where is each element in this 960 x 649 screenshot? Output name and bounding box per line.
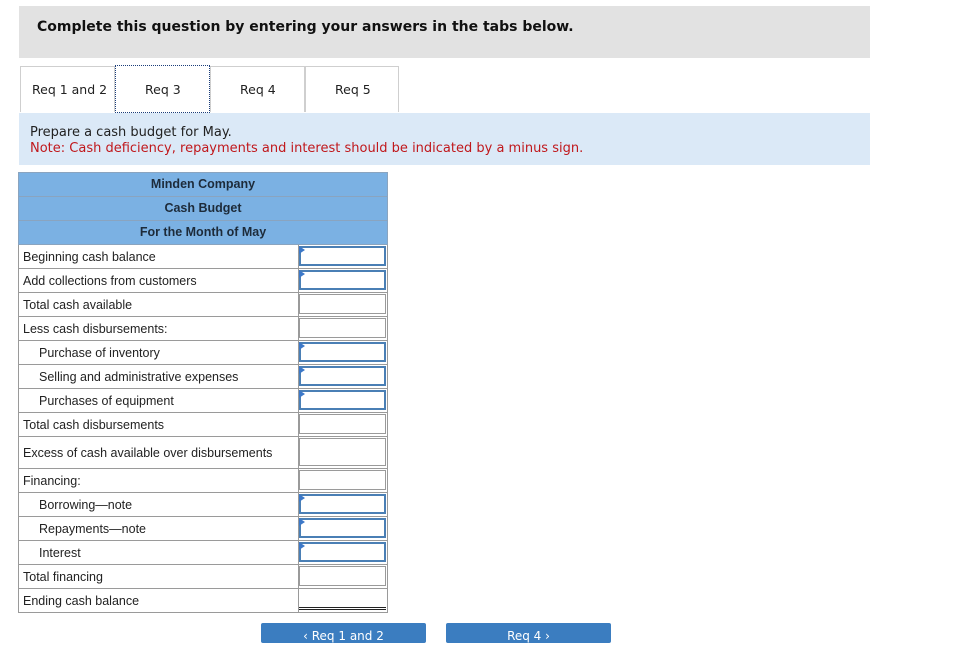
instruction-note: Note: Cash deficiency, repayments and interest should be indicated by a minus sign. — [30, 141, 584, 156]
amount-cell — [299, 517, 388, 540]
amount-cell — [299, 293, 388, 316]
row-label: Purchases of equipment — [18, 389, 299, 412]
row-label: Interest — [18, 541, 299, 564]
row-label: Excess of cash available over disbursements — [18, 437, 299, 468]
table-row — [18, 469, 388, 493]
table-row — [18, 517, 388, 541]
ending-cash-field — [299, 589, 386, 610]
table-row — [18, 269, 388, 293]
purchase-inventory-input[interactable] — [299, 342, 386, 362]
instructions-panel — [19, 113, 870, 165]
table-row — [18, 341, 388, 365]
row-label: Ending cash balance — [18, 589, 299, 612]
table-row — [18, 565, 388, 589]
amount-cell — [299, 437, 388, 468]
amount-cell — [299, 365, 388, 388]
tab-req-4[interactable] — [210, 66, 305, 112]
amount-cell — [299, 317, 388, 340]
amount-cell — [299, 541, 388, 564]
amount-cell — [299, 341, 388, 364]
row-label: Less cash disbursements: — [18, 317, 299, 340]
table-row — [18, 245, 388, 269]
row-label: Total cash disbursements — [18, 413, 299, 436]
table-row — [18, 293, 388, 317]
table-row — [18, 541, 388, 565]
row-label: Borrowing—note — [18, 493, 299, 516]
next-button[interactable]: Req 4 › — [446, 623, 611, 643]
table-row — [18, 493, 388, 517]
prev-button[interactable]: ‹ Req 1 and 2 — [261, 623, 426, 643]
selling-admin-input[interactable] — [299, 366, 386, 386]
tab-label: Req 5 — [335, 82, 371, 97]
empty-field — [299, 470, 386, 490]
equipment-input[interactable] — [299, 390, 386, 410]
row-label: Add collections from customers — [18, 269, 299, 292]
table-row — [18, 413, 388, 437]
amount-cell — [299, 245, 388, 268]
table-row — [18, 437, 388, 469]
interest-input[interactable] — [299, 542, 386, 562]
amount-cell — [299, 493, 388, 516]
tab-label: Req 3 — [145, 81, 181, 97]
row-label: Selling and administrative expenses — [18, 365, 299, 388]
row-label: Total cash available — [18, 293, 299, 316]
table-row — [18, 589, 388, 613]
row-label: Financing: — [18, 469, 299, 492]
amount-cell — [299, 269, 388, 292]
company-name: Minden Company — [18, 172, 388, 196]
borrowing-input[interactable] — [299, 494, 386, 514]
budget-period: For the Month of May — [18, 220, 388, 245]
cash-budget-table — [18, 172, 388, 613]
amount-cell — [299, 413, 388, 436]
table-row — [18, 389, 388, 413]
row-label: Total financing — [18, 565, 299, 588]
row-label: Repayments—note — [18, 517, 299, 540]
row-label: Beginning cash balance — [18, 245, 299, 268]
budget-title: Cash Budget — [18, 196, 388, 220]
collections-input[interactable] — [299, 270, 386, 290]
row-label: Purchase of inventory — [18, 341, 299, 364]
instruction-header-text: Complete this question by entering your answers in the tabs below. — [37, 19, 574, 35]
table-row — [18, 317, 388, 341]
amount-cell — [299, 469, 388, 492]
tab-label: Req 1 and 2 — [32, 82, 108, 97]
tab-label: Req 4 — [240, 82, 276, 97]
instruction-header — [19, 6, 870, 58]
tab-req-5[interactable] — [305, 66, 399, 112]
excess-cash-field — [299, 438, 386, 466]
amount-cell — [299, 389, 388, 412]
tab-req-1-and-2[interactable] — [20, 66, 115, 112]
empty-field — [299, 318, 386, 338]
total-financing-field — [299, 566, 386, 586]
amount-cell — [299, 565, 388, 588]
beginning-cash-input[interactable] — [299, 246, 386, 266]
total-disbursements-field — [299, 414, 386, 434]
amount-cell — [299, 589, 388, 612]
total-cash-available-field — [299, 294, 386, 314]
table-row — [18, 365, 388, 389]
repayments-input[interactable] — [299, 518, 386, 538]
tab-req-3[interactable] — [115, 65, 210, 113]
instruction-text: Prepare a cash budget for May. — [30, 125, 232, 140]
